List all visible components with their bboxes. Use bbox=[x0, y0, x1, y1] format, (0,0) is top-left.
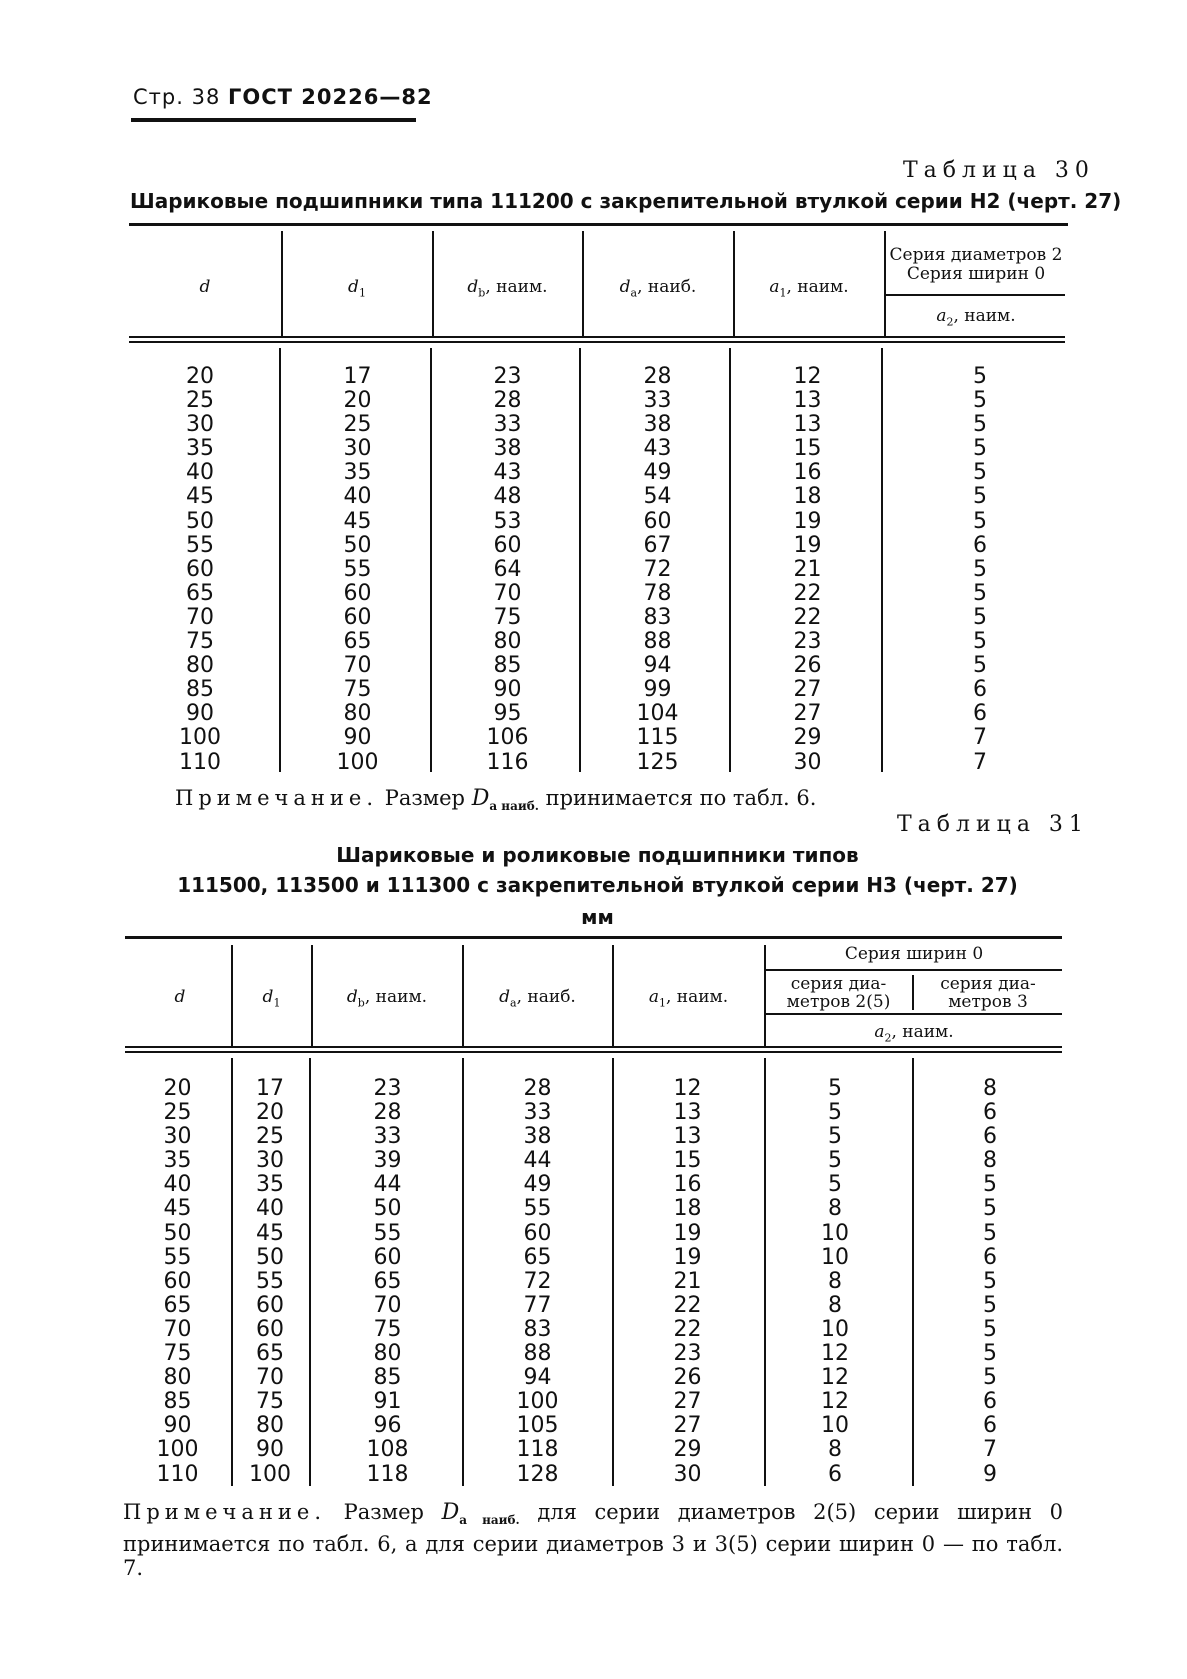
table-cell: 60 bbox=[256, 1316, 284, 1342]
table31-header-a2: $a_2$, наим. bbox=[874, 1022, 954, 1045]
table-cell: 12 bbox=[821, 1389, 849, 1415]
table-cell: 33 bbox=[523, 1100, 552, 1126]
table30-column-db bbox=[445, 365, 570, 775]
table-cell: 75 bbox=[373, 1316, 402, 1342]
table-cell: 96 bbox=[373, 1413, 402, 1439]
table-cell: 90 bbox=[493, 677, 522, 703]
table-cell: 23 bbox=[673, 1341, 702, 1367]
table31-header-d1: $d_1$ bbox=[262, 987, 281, 1010]
table-cell: 28 bbox=[373, 1100, 402, 1126]
table-cell: 44 bbox=[523, 1148, 552, 1174]
table-cell: 65 bbox=[186, 580, 214, 606]
table-cell: 80 bbox=[186, 653, 214, 679]
table-cell: 60 bbox=[163, 1268, 192, 1294]
table31-header-sub2: серия диа- метров 3 bbox=[940, 974, 1036, 1012]
table-cell: 50 bbox=[163, 1220, 192, 1246]
table-cell: 6 bbox=[983, 1124, 997, 1150]
table-cell: 26 bbox=[673, 1365, 702, 1391]
table-cell: 50 bbox=[256, 1244, 284, 1270]
table-cell: 5 bbox=[828, 1124, 842, 1150]
table-cell: 15 bbox=[673, 1148, 702, 1174]
table-cell: 65 bbox=[163, 1292, 192, 1318]
table-cell: 50 bbox=[343, 532, 372, 558]
table-cell: 5 bbox=[973, 508, 987, 534]
table30-column-d bbox=[140, 365, 260, 775]
table-cell: 60 bbox=[493, 532, 522, 558]
table-cell: 65 bbox=[523, 1244, 552, 1270]
table-cell: 23 bbox=[373, 1076, 402, 1101]
table-cell: 6 bbox=[973, 532, 987, 558]
table-cell: 49 bbox=[643, 460, 672, 486]
table-cell: 45 bbox=[343, 508, 372, 534]
table30-header-da: $d_a$, наиб. bbox=[619, 277, 697, 300]
table-cell: 13 bbox=[673, 1100, 702, 1126]
table-cell: 99 bbox=[643, 677, 672, 703]
table31-header-a1: $a_1$, наим. bbox=[648, 987, 729, 1010]
table-cell: 90 bbox=[343, 725, 372, 751]
table-cell: 40 bbox=[186, 460, 214, 486]
table-cell: 110 bbox=[179, 749, 221, 775]
table-cell: 6 bbox=[983, 1100, 997, 1126]
table-cell: 80 bbox=[343, 701, 372, 727]
table-cell: 5 bbox=[973, 653, 987, 679]
table-cell: 13 bbox=[793, 412, 822, 438]
table-cell: 72 bbox=[643, 556, 672, 582]
header-rule bbox=[131, 118, 416, 122]
table-cell: 5 bbox=[973, 364, 987, 389]
table-cell: 7 bbox=[983, 1437, 997, 1463]
table-cell: 55 bbox=[373, 1220, 402, 1246]
table-cell: 5 bbox=[983, 1292, 997, 1318]
table31-note: Примечание. Размер $D_{a наиб.}$ для серии диаметров 2(5) серии ширин 0 принимается по табл. 6, а для серии диаметров 3 и 3(5) серии ширин 0 — по табл. 7. bbox=[123, 1500, 1064, 1581]
table-cell: 6 bbox=[983, 1244, 997, 1270]
table-cell: 70 bbox=[373, 1292, 402, 1318]
table-cell: 91 bbox=[373, 1389, 402, 1415]
table-cell: 85 bbox=[373, 1365, 402, 1391]
table-cell: 30 bbox=[343, 436, 372, 462]
table31-divider bbox=[231, 1058, 233, 1486]
table-cell: 18 bbox=[793, 484, 822, 510]
table-cell: 70 bbox=[493, 580, 522, 606]
table-cell: 70 bbox=[343, 653, 372, 679]
table-cell: 85 bbox=[186, 677, 214, 703]
table31-title-line2: 111500, 113500 и 111300 с закрепительной втулкой серии Н3 (черт. 27) bbox=[177, 873, 1018, 897]
table-cell: 12 bbox=[673, 1076, 702, 1101]
table31-divider bbox=[309, 1058, 311, 1486]
table-cell: 54 bbox=[643, 484, 672, 510]
table31-column-da bbox=[475, 1077, 600, 1487]
table31-subgroup-rule bbox=[765, 1013, 1062, 1015]
table30-divider bbox=[279, 348, 281, 772]
table-cell: 90 bbox=[186, 701, 214, 727]
table-cell: 6 bbox=[973, 701, 987, 727]
table-cell: 25 bbox=[163, 1100, 192, 1126]
table-cell: 22 bbox=[793, 604, 822, 630]
table31-column-a2-series3 bbox=[930, 1077, 1050, 1487]
table-cell: 6 bbox=[983, 1389, 997, 1415]
table-cell: 70 bbox=[186, 604, 214, 630]
table-cell: 70 bbox=[163, 1316, 192, 1342]
table30-top-rule bbox=[129, 223, 1068, 226]
table-cell: 60 bbox=[186, 556, 214, 582]
table-cell: 13 bbox=[673, 1124, 702, 1150]
table-cell: 20 bbox=[163, 1076, 192, 1101]
table31-group-rule bbox=[765, 969, 1062, 971]
table-cell: 40 bbox=[343, 484, 372, 510]
table-cell: 104 bbox=[636, 701, 679, 727]
table-cell: 22 bbox=[673, 1292, 702, 1318]
table-cell: 25 bbox=[256, 1124, 284, 1150]
table31-header-sub1: серия диа- метров 2(5) bbox=[786, 974, 891, 1012]
table-cell: 29 bbox=[673, 1437, 702, 1463]
table30-header-group: Серия диаметров 2 Серия ширин 0 bbox=[889, 245, 1063, 284]
table-cell: 5 bbox=[828, 1100, 842, 1126]
table-cell: 20 bbox=[343, 388, 372, 414]
table-cell: 75 bbox=[493, 604, 522, 630]
table-cell: 6 bbox=[828, 1461, 842, 1487]
table-cell: 60 bbox=[256, 1292, 284, 1318]
page-header bbox=[133, 85, 433, 109]
table-cell: 12 bbox=[793, 364, 822, 389]
table-cell: 5 bbox=[973, 556, 987, 582]
table-cell: 88 bbox=[643, 629, 672, 655]
table-cell: 65 bbox=[373, 1268, 402, 1294]
table30-header-rule bbox=[129, 336, 1065, 338]
table30-divider bbox=[579, 348, 581, 772]
table-cell: 10 bbox=[821, 1316, 849, 1342]
table-cell: 5 bbox=[973, 629, 987, 655]
table-cell: 40 bbox=[256, 1196, 284, 1222]
table31-divider bbox=[462, 1058, 464, 1486]
table30-header-rule bbox=[129, 341, 1065, 343]
table31-divider bbox=[764, 1058, 766, 1486]
table-cell: 77 bbox=[523, 1292, 552, 1318]
table-cell: 72 bbox=[523, 1268, 552, 1294]
table-cell: 8 bbox=[828, 1196, 842, 1222]
table-cell: 33 bbox=[493, 412, 522, 438]
table-cell: 30 bbox=[256, 1148, 284, 1174]
table-cell: 75 bbox=[186, 629, 214, 655]
table30-divider bbox=[430, 348, 432, 772]
table-cell: 8 bbox=[828, 1268, 842, 1294]
table-cell: 6 bbox=[973, 677, 987, 703]
table-cell: 108 bbox=[366, 1437, 409, 1463]
table-cell: 5 bbox=[828, 1148, 842, 1174]
standard-number: ГОСТ 20226—82 bbox=[228, 85, 433, 109]
table-cell: 105 bbox=[516, 1413, 559, 1439]
table-cell: 5 bbox=[973, 604, 987, 630]
table31-column-a1 bbox=[625, 1077, 750, 1487]
table-cell: 9 bbox=[983, 1461, 997, 1487]
table-cell: 8 bbox=[983, 1076, 997, 1101]
table-cell: 23 bbox=[793, 629, 822, 655]
table-cell: 128 bbox=[516, 1461, 559, 1487]
table30-header-db: $d_b$, наим. bbox=[467, 277, 548, 300]
table-cell: 118 bbox=[366, 1461, 409, 1487]
table30-title: Шариковые подшипники типа 111200 с закрепительной втулкой серии Н2 (черт. 27) bbox=[130, 189, 1122, 213]
table-cell: 33 bbox=[643, 388, 672, 414]
table-cell: 35 bbox=[186, 436, 214, 462]
table30-divider bbox=[729, 348, 731, 772]
table-cell: 20 bbox=[186, 364, 214, 389]
table-cell: 8 bbox=[983, 1148, 997, 1174]
table31-header-d: d bbox=[174, 987, 186, 1007]
table-cell: 60 bbox=[643, 508, 672, 534]
table-cell: 18 bbox=[673, 1196, 702, 1222]
table30-subheader-rule bbox=[885, 294, 1065, 296]
table-cell: 75 bbox=[256, 1389, 284, 1415]
table-cell: 38 bbox=[493, 436, 522, 462]
table31-top-rule bbox=[125, 936, 1062, 939]
table-cell: 55 bbox=[186, 532, 214, 558]
table-cell: 60 bbox=[343, 604, 372, 630]
table-cell: 35 bbox=[256, 1172, 284, 1198]
table-cell: 125 bbox=[636, 749, 679, 775]
table-cell: 60 bbox=[343, 580, 372, 606]
table-cell: 29 bbox=[793, 725, 822, 751]
table31-column-d bbox=[140, 1077, 215, 1487]
table-cell: 17 bbox=[343, 364, 372, 389]
table30-header-a2: $a_2$, наим. bbox=[936, 306, 1016, 329]
table-cell: 90 bbox=[256, 1437, 284, 1463]
table-cell: 7 bbox=[973, 749, 987, 775]
table-cell: 100 bbox=[249, 1461, 291, 1487]
table-cell: 27 bbox=[673, 1413, 702, 1439]
table31-column-db bbox=[325, 1077, 450, 1487]
table-cell: 10 bbox=[821, 1220, 849, 1246]
table-cell: 5 bbox=[828, 1076, 842, 1101]
table-cell: 80 bbox=[163, 1365, 192, 1391]
table-cell: 83 bbox=[523, 1316, 552, 1342]
table30-note: Примечание. Размер $D_{a наиб.}$ принимается по табл. 6. bbox=[175, 786, 817, 814]
table-cell: 33 bbox=[373, 1124, 402, 1150]
table-cell: 5 bbox=[983, 1268, 997, 1294]
table-cell: 55 bbox=[163, 1244, 192, 1270]
table-cell: 22 bbox=[793, 580, 822, 606]
table31-title-line1: Шариковые и роликовые подшипники типов bbox=[336, 843, 859, 867]
table-cell: 67 bbox=[643, 532, 672, 558]
table-cell: 5 bbox=[973, 580, 987, 606]
table-cell: 53 bbox=[493, 508, 522, 534]
table30-label: Таблица 30 bbox=[903, 158, 1095, 183]
table-cell: 5 bbox=[973, 412, 987, 438]
table-cell: 43 bbox=[493, 460, 522, 486]
table-cell: 80 bbox=[256, 1413, 284, 1439]
table-cell: 38 bbox=[523, 1124, 552, 1150]
table-cell: 23 bbox=[493, 364, 522, 389]
table-cell: 38 bbox=[643, 412, 672, 438]
table-cell: 28 bbox=[493, 388, 522, 414]
table30-column-a1 bbox=[745, 365, 870, 775]
table-cell: 48 bbox=[493, 484, 522, 510]
table-cell: 60 bbox=[523, 1220, 552, 1246]
table-cell: 25 bbox=[186, 388, 214, 414]
table-cell: 28 bbox=[643, 364, 672, 389]
table30-column-a2 bbox=[910, 365, 1050, 775]
table-cell: 70 bbox=[256, 1365, 284, 1391]
table-cell: 39 bbox=[373, 1148, 402, 1174]
table-cell: 26 bbox=[793, 653, 822, 679]
table-cell: 94 bbox=[643, 653, 672, 679]
table-cell: 5 bbox=[983, 1341, 997, 1367]
table30-column-d1 bbox=[295, 365, 420, 775]
table-cell: 5 bbox=[983, 1172, 997, 1198]
table30-header-d: d bbox=[199, 277, 211, 297]
table-cell: 45 bbox=[163, 1196, 192, 1222]
table-cell: 118 bbox=[516, 1437, 559, 1463]
table-cell: 49 bbox=[523, 1172, 552, 1198]
table-cell: 55 bbox=[256, 1268, 284, 1294]
table-cell: 30 bbox=[793, 749, 822, 775]
table-cell: 5 bbox=[983, 1196, 997, 1222]
table-cell: 60 bbox=[373, 1244, 402, 1270]
table-cell: 50 bbox=[186, 508, 214, 534]
table-cell: 30 bbox=[673, 1461, 702, 1487]
table-cell: 90 bbox=[163, 1413, 192, 1439]
table-cell: 6 bbox=[983, 1413, 997, 1439]
table-cell: 19 bbox=[793, 508, 822, 534]
table31-column-a2-series2 bbox=[780, 1077, 890, 1487]
table-cell: 55 bbox=[343, 556, 372, 582]
table-cell: 5 bbox=[973, 436, 987, 462]
table-cell: 115 bbox=[636, 725, 679, 751]
table-cell: 85 bbox=[493, 653, 522, 679]
table-cell: 83 bbox=[643, 604, 672, 630]
table-cell: 106 bbox=[486, 725, 529, 751]
table-cell: 75 bbox=[163, 1341, 192, 1367]
table31-divider bbox=[612, 1058, 614, 1486]
table31-header-group: Серия ширин 0 bbox=[844, 944, 984, 964]
table-cell: 95 bbox=[493, 701, 522, 727]
table31-column-d1 bbox=[236, 1077, 304, 1487]
table30-header-a1: $a_1$, наим. bbox=[769, 277, 849, 300]
table-cell: 5 bbox=[983, 1365, 997, 1391]
table-cell: 78 bbox=[643, 580, 672, 606]
table-cell: 100 bbox=[179, 725, 221, 751]
table-cell: 80 bbox=[373, 1341, 402, 1367]
table-cell: 5 bbox=[973, 484, 987, 510]
table-cell: 5 bbox=[973, 460, 987, 486]
table31-divider bbox=[912, 1058, 914, 1486]
table31-header-da: $d_a$, наиб. bbox=[499, 987, 576, 1010]
table-cell: 8 bbox=[828, 1292, 842, 1318]
table-cell: 12 bbox=[821, 1365, 849, 1391]
table-cell: 21 bbox=[793, 556, 822, 582]
table-cell: 5 bbox=[973, 388, 987, 414]
table-cell: 21 bbox=[673, 1268, 702, 1294]
table-cell: 88 bbox=[523, 1341, 552, 1367]
table31-header-rule bbox=[125, 1051, 1062, 1053]
table-cell: 65 bbox=[256, 1341, 284, 1367]
table-cell: 45 bbox=[186, 484, 214, 510]
table-cell: 22 bbox=[673, 1316, 702, 1342]
table-cell: 85 bbox=[163, 1389, 192, 1415]
table-cell: 30 bbox=[163, 1124, 192, 1150]
table-cell: 13 bbox=[793, 388, 822, 414]
table-cell: 16 bbox=[673, 1172, 702, 1198]
table30-header-d1: $d_1$ bbox=[348, 277, 366, 300]
table-cell: 50 bbox=[373, 1196, 402, 1222]
table-cell: 45 bbox=[256, 1220, 284, 1246]
table-cell: 27 bbox=[673, 1389, 702, 1415]
table-cell: 44 bbox=[373, 1172, 402, 1198]
table-cell: 20 bbox=[256, 1100, 284, 1126]
table-cell: 80 bbox=[493, 629, 522, 655]
table-cell: 15 bbox=[793, 436, 822, 462]
table-cell: 28 bbox=[523, 1076, 552, 1101]
table-cell: 40 bbox=[163, 1172, 192, 1198]
table31-label: Таблица 31 bbox=[897, 812, 1089, 837]
table30-column-da bbox=[595, 365, 720, 775]
table-cell: 19 bbox=[793, 532, 822, 558]
table-cell: 100 bbox=[336, 749, 379, 775]
table-cell: 8 bbox=[828, 1437, 842, 1463]
table31-header-db: $d_b$, наим. bbox=[346, 987, 428, 1010]
table-cell: 75 bbox=[343, 677, 372, 703]
table-cell: 5 bbox=[828, 1172, 842, 1198]
table-cell: 35 bbox=[343, 460, 372, 486]
table-cell: 19 bbox=[673, 1220, 702, 1246]
table-cell: 30 bbox=[186, 412, 214, 438]
table-cell: 100 bbox=[156, 1437, 199, 1463]
table-cell: 16 bbox=[793, 460, 822, 486]
table-cell: 55 bbox=[523, 1196, 552, 1222]
table-cell: 10 bbox=[821, 1413, 849, 1439]
table-cell: 19 bbox=[673, 1244, 702, 1270]
table30-divider bbox=[881, 348, 883, 772]
table-cell: 27 bbox=[793, 701, 822, 727]
table-cell: 116 bbox=[486, 749, 529, 775]
table-cell: 100 bbox=[516, 1389, 559, 1415]
table-cell: 12 bbox=[821, 1341, 849, 1367]
table31-header-rule bbox=[125, 1046, 1062, 1048]
table-cell: 5 bbox=[983, 1316, 997, 1342]
page-number: Стр. 38 bbox=[133, 85, 221, 109]
table-cell: 94 bbox=[523, 1365, 552, 1391]
table-cell: 27 bbox=[793, 677, 822, 703]
table-cell: 65 bbox=[343, 629, 372, 655]
table-cell: 10 bbox=[821, 1244, 849, 1270]
table-cell: 110 bbox=[156, 1461, 199, 1487]
table-cell: 7 bbox=[973, 725, 987, 751]
table-cell: 35 bbox=[163, 1148, 192, 1174]
table-cell: 43 bbox=[643, 436, 672, 462]
table31-unit: мм bbox=[581, 905, 614, 929]
table-cell: 25 bbox=[343, 412, 372, 438]
table-cell: 64 bbox=[493, 556, 522, 582]
table-cell: 5 bbox=[983, 1220, 997, 1246]
table-cell: 17 bbox=[256, 1076, 284, 1101]
